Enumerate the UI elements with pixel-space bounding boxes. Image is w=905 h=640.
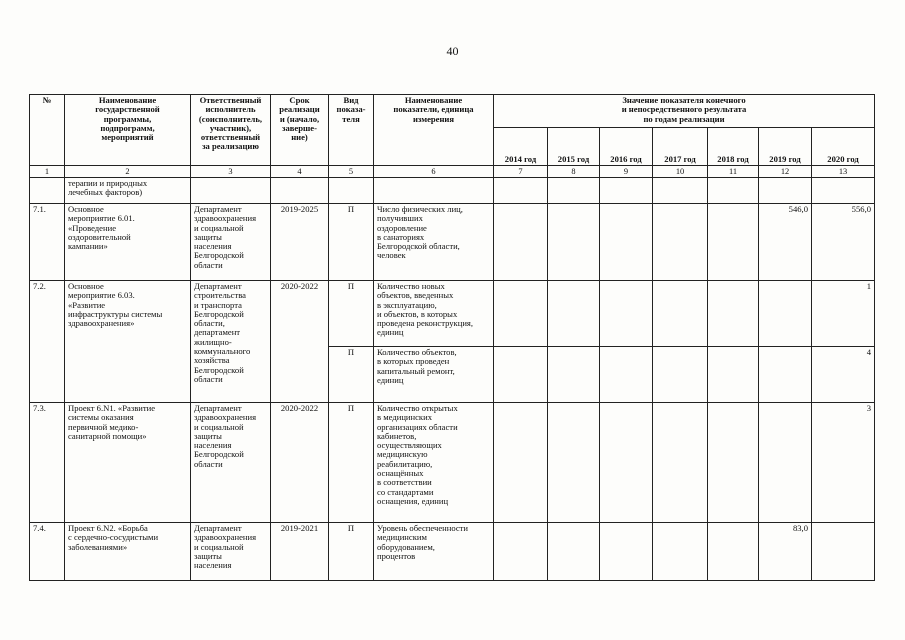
row-number: 7.3. [30, 403, 65, 523]
row-number: 7.2. [30, 281, 65, 403]
column-number: 11 [708, 166, 759, 178]
column-number: 10 [653, 166, 708, 178]
row-program-name: Проект 6.N2. «Борьба с сердечно-сосудистыми заболеваниями» [65, 523, 191, 581]
row-indicator-name: Уровень обеспеченности медицинским оборудованием, процентов [374, 523, 494, 581]
row-value-cell: 546,0 [759, 204, 812, 281]
row-program-name: Основное мероприятие 6.03. «Развитие инфраструктуры системы здравоохранения» [65, 281, 191, 403]
row-program-name: Проект 6.N1. «Развитие системы оказания первичной медико- санитарной помощи» [65, 403, 191, 523]
header-year-2018: 2018 год [708, 128, 759, 166]
column-number-row [30, 166, 875, 178]
column-number: 9 [600, 166, 653, 178]
row-value-cell [708, 204, 759, 281]
row-indicator-kind: П [329, 347, 374, 403]
row-value-cell [494, 204, 548, 281]
row-value-cell [548, 347, 600, 403]
page-number: 40 [446, 44, 459, 58]
row-value-cell [600, 204, 653, 281]
header-number: № [30, 95, 65, 166]
row-value-cell [653, 403, 708, 523]
row-value-cell [494, 403, 548, 523]
table-row [30, 281, 875, 347]
row-number: 7.1. [30, 204, 65, 281]
row-value-cell [653, 347, 708, 403]
header-year-2020: 2020 год [812, 128, 875, 166]
row-period: 2020-2022 [271, 281, 329, 403]
row-value-cell: 556,0 [812, 204, 875, 281]
row-period: 2020-2022 [271, 403, 329, 523]
row-period: 2019-2021 [271, 523, 329, 581]
row-value-cell [548, 281, 600, 347]
header-executor: Ответственный исполнитель (соисполнитель, участник), ответственный за реализацию [191, 95, 271, 166]
row-value-cell [759, 347, 812, 403]
column-number: 6 [374, 166, 494, 178]
column-number: 4 [271, 166, 329, 178]
row-indicator-name: Количество открытых в медицинских организациях области кабинетов, осуществляющих медицинскую реабилитацию, оснащённых в соответствии со стандартами оснащения, единиц [374, 403, 494, 523]
row-indicator-kind: П [329, 281, 374, 347]
row-executor: Департамент здравоохранения и социальной защиты населения Белгородской области [191, 403, 271, 523]
row-executor: Департамент строительства и транспорта Белгородской области, департамент жилищно- коммунального хозяйства Белгородской области [191, 281, 271, 403]
continuation-row [30, 178, 875, 204]
row-value-cell [759, 403, 812, 523]
header-indicator-kind: Вид показа- теля [329, 95, 374, 166]
header-year-2016: 2016 год [600, 128, 653, 166]
header-year-2015: 2015 год [548, 128, 600, 166]
table-row [30, 403, 875, 523]
row-indicator-kind: П [329, 403, 374, 523]
row-period: 2019-2025 [271, 204, 329, 281]
header-year-2014: 2014 год [494, 128, 548, 166]
row-value-cell: 4 [812, 347, 875, 403]
row-value-cell [600, 403, 653, 523]
row-executor: Департамент здравоохранения и социальной защиты населения [191, 523, 271, 581]
row-value-cell: 83,0 [759, 523, 812, 581]
row-indicator-kind: П [329, 523, 374, 581]
column-number: 12 [759, 166, 812, 178]
row-value-cell [494, 347, 548, 403]
row-value-cell [494, 523, 548, 581]
row-value-cell [494, 281, 548, 347]
header-year-2019: 2019 год [759, 128, 812, 166]
row-indicator-name: Количество новых объектов, введенных в эксплуатацию, и объектов, в которых проведена реконструкция, единиц [374, 281, 494, 347]
row-value-cell [812, 523, 875, 581]
header-indicator-name: Наименование показатели, единица измерения [374, 95, 494, 166]
row-value-cell: 1 [812, 281, 875, 347]
row-value-cell [548, 204, 600, 281]
row-value-cell [600, 281, 653, 347]
header-program: Наименование государственной программы, подпрограмм, мероприятий [65, 95, 191, 166]
indicators-table [29, 94, 875, 581]
row-number: 7.4. [30, 523, 65, 581]
column-number: 3 [191, 166, 271, 178]
header-period: Срок реализаци и (начало, заверше- ние) [271, 95, 329, 166]
column-number: 1 [30, 166, 65, 178]
row-value-cell [600, 523, 653, 581]
row-executor: Департамент здравоохранения и социальной защиты населения Белгородской области [191, 204, 271, 281]
continuation-text: терапии и природных лечебных факторов) [65, 178, 191, 204]
row-value-cell [548, 523, 600, 581]
column-number: 8 [548, 166, 600, 178]
column-number: 13 [812, 166, 875, 178]
row-value-cell [708, 281, 759, 347]
table-row [30, 523, 875, 581]
header-values-group: Значение показателя конечного и непосредственного результата по годам реализации [494, 95, 875, 128]
row-value-cell [653, 523, 708, 581]
row-value-cell [653, 281, 708, 347]
table-row [30, 204, 875, 281]
row-program-name: Основное мероприятие 6.01. «Проведение оздоровительной кампании» [65, 204, 191, 281]
row-value-cell [548, 403, 600, 523]
header-year-2017: 2017 год [653, 128, 708, 166]
row-value-cell [759, 281, 812, 347]
row-indicator-name: Количество объектов, в которых проведен капитальный ремонт, единиц [374, 347, 494, 403]
row-value-cell [708, 403, 759, 523]
row-value-cell [708, 347, 759, 403]
column-number: 2 [65, 166, 191, 178]
column-number: 7 [494, 166, 548, 178]
row-value-cell: 3 [812, 403, 875, 523]
row-indicator-name: Число физических лиц, получивших оздоровление в санаториях Белгородской области, человек [374, 204, 494, 281]
row-value-cell [653, 204, 708, 281]
column-number: 5 [329, 166, 374, 178]
row-value-cell [708, 523, 759, 581]
row-indicator-kind: П [329, 204, 374, 281]
row-value-cell [600, 347, 653, 403]
